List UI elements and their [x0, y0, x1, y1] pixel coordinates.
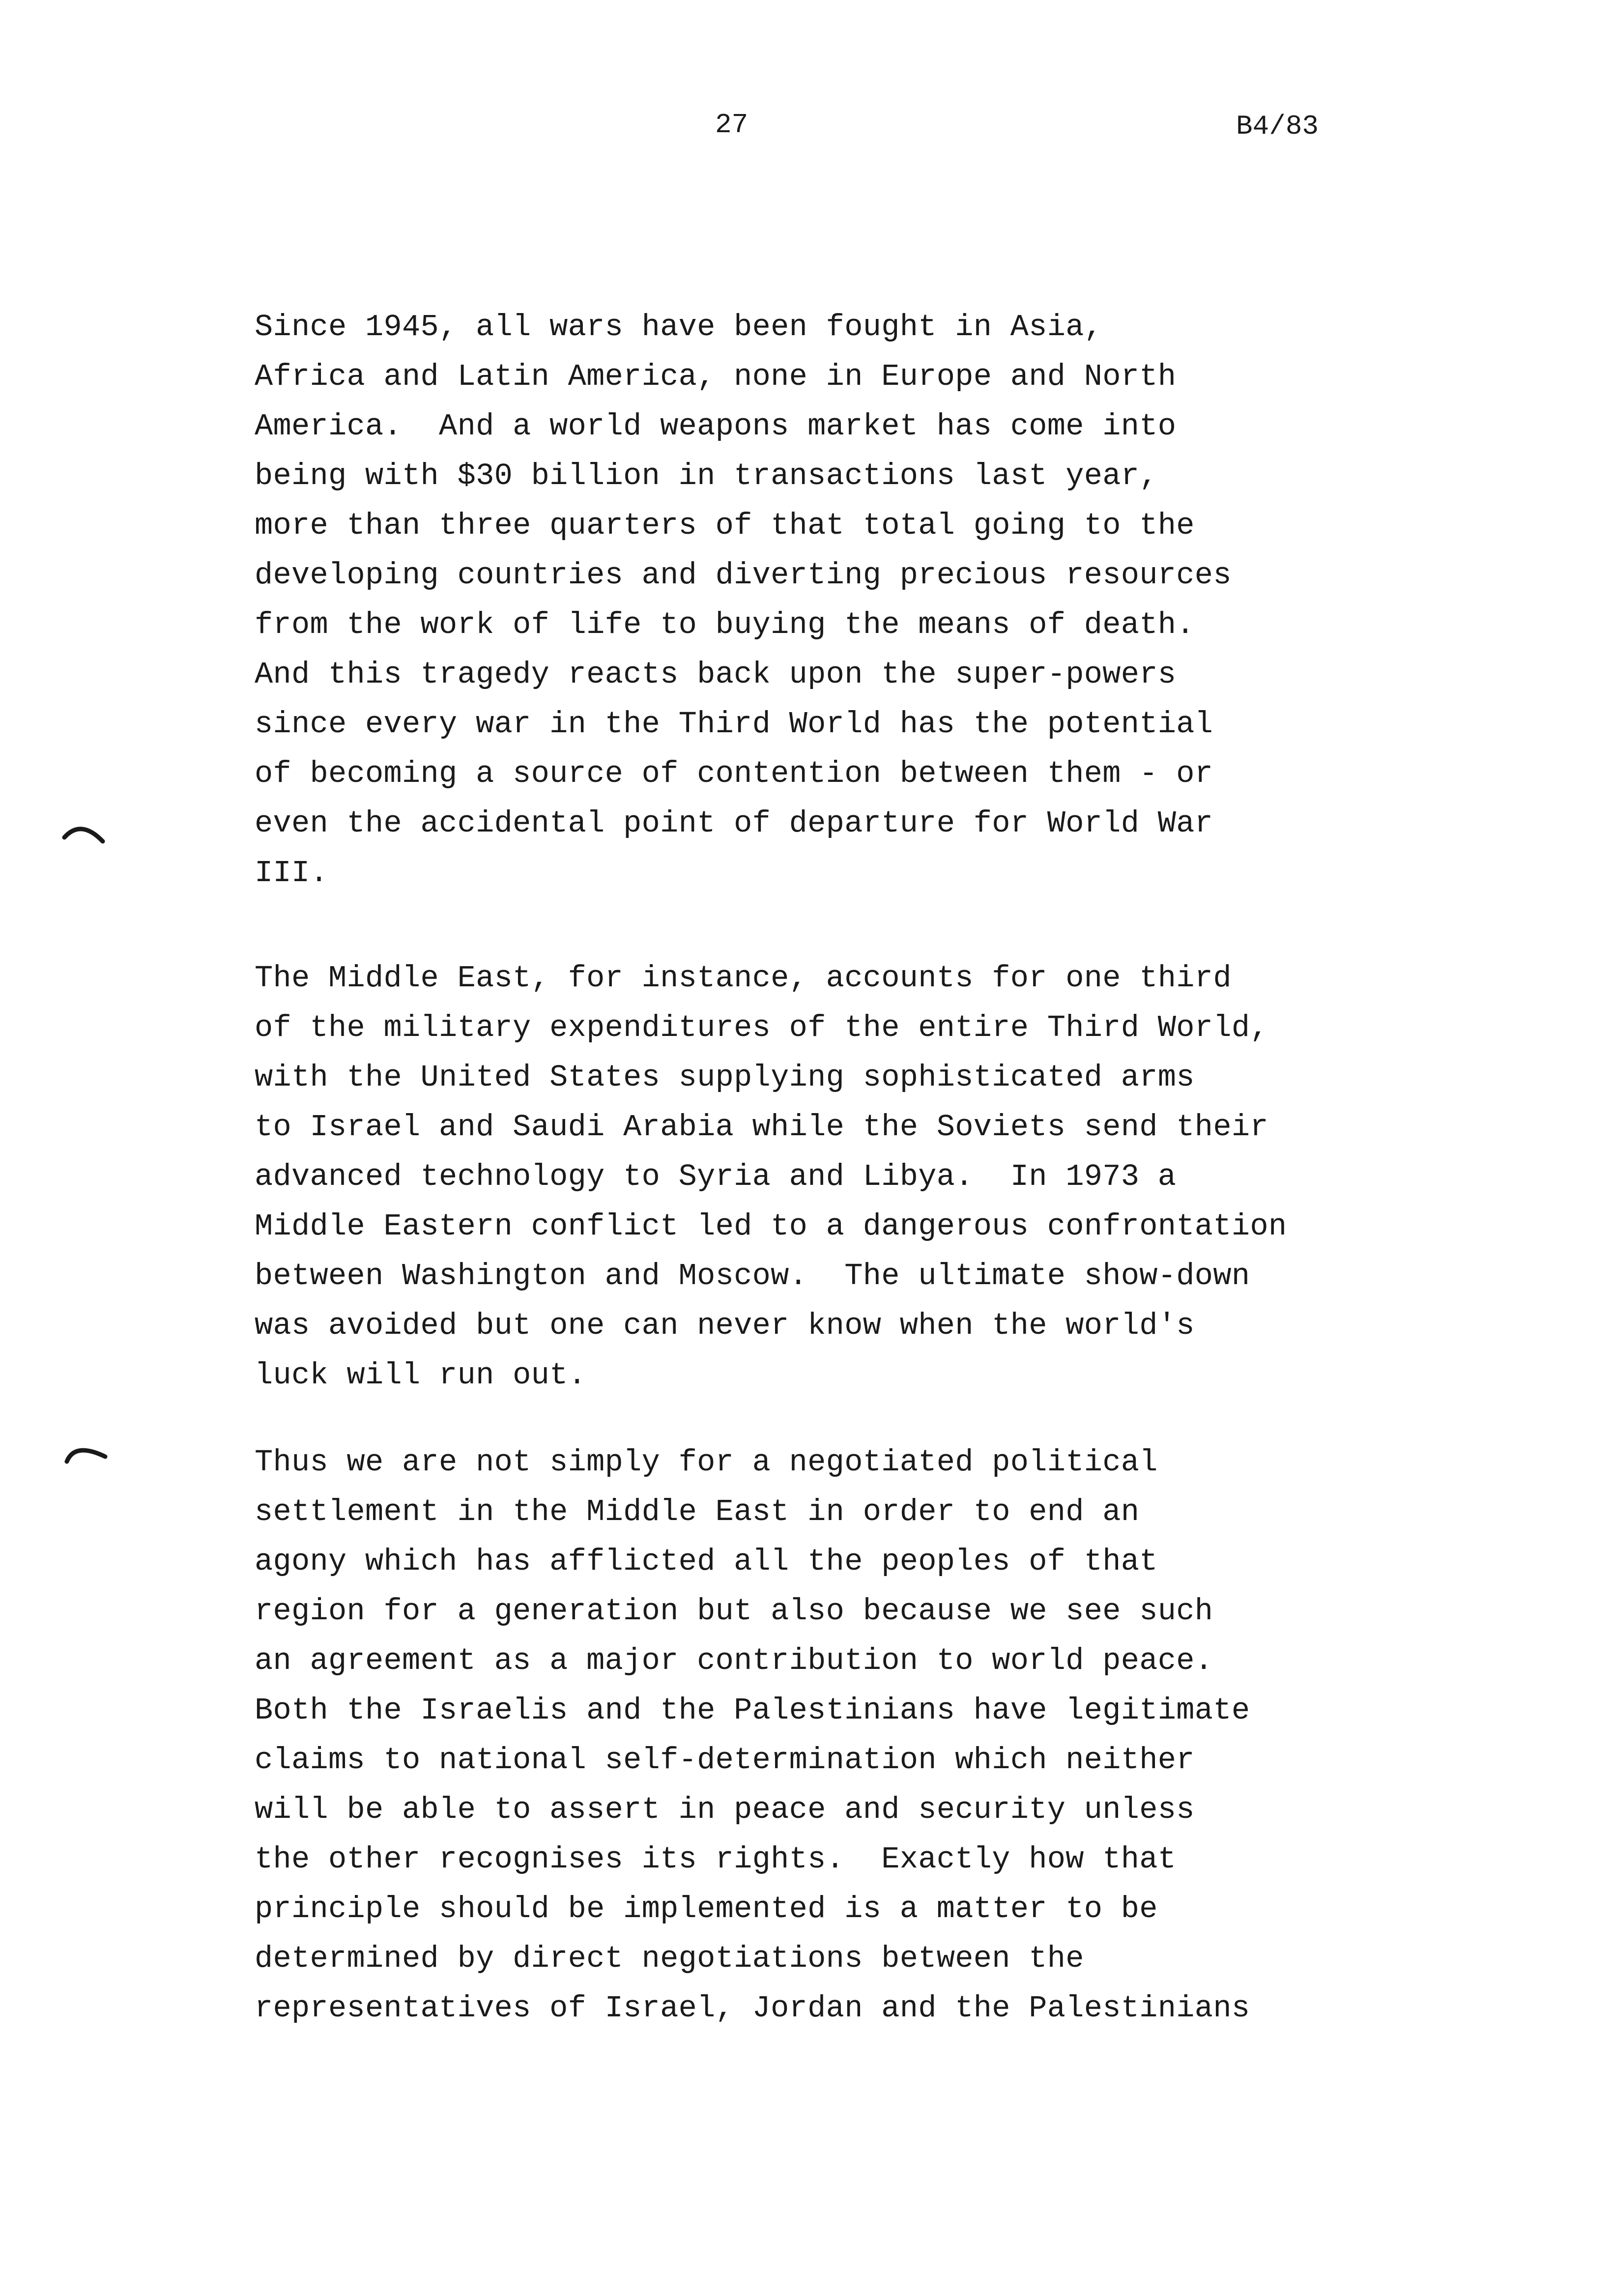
text-line: luck will run out.	[255, 1358, 587, 1393]
text-line: from the work of life to buying the means of death.	[255, 607, 1195, 642]
text-line: agony which has afflicted all the peoples of that	[255, 1544, 1158, 1579]
text-line: being with $30 billion in transactions last year,	[255, 459, 1158, 493]
text-line: region for a generation but also because we see such	[255, 1594, 1213, 1629]
text-line: of becoming a source of contention between them - or	[255, 756, 1213, 791]
text-line: more than three quarters of that total going to the	[255, 508, 1195, 543]
text-line: The Middle East, for instance, accounts for one third	[255, 961, 1232, 996]
text-line: Africa and Latin America, none in Europe and North	[255, 359, 1177, 394]
text-line: And this tragedy reacts back upon the super-powers	[255, 657, 1177, 692]
text-line: claims to national self-determination which neither	[255, 1743, 1195, 1778]
document-reference: B4/83	[1236, 111, 1319, 142]
text-line: representatives of Israel, Jordan and the Palestinians	[255, 1991, 1250, 2026]
text-line: principle should be implemented is a matter to be	[255, 1892, 1158, 1926]
text-line: will be able to assert in peace and security unless	[255, 1792, 1195, 1827]
text-line: III.	[255, 856, 329, 890]
text-line: was avoided but one can never know when the world's	[255, 1308, 1195, 1343]
text-line: to Israel and Saudi Arabia while the Soviets send their	[255, 1110, 1268, 1145]
text-line: Both the Israelis and the Palestinians have legitimate	[255, 1693, 1250, 1728]
paragraph-2	[255, 953, 1444, 1400]
text-line: with the United States supplying sophisticated arms	[255, 1060, 1195, 1095]
text-line: Since 1945, all wars have been fought in Asia,	[255, 310, 1103, 344]
text-line: since every war in the Third World has the potential	[255, 707, 1213, 742]
text-line: an agreement as a major contribution to world peace.	[255, 1643, 1213, 1678]
text-line: settlement in the Middle East in order to end an	[255, 1494, 1140, 1529]
text-line: Middle Eastern conflict led to a dangerous confrontation	[255, 1209, 1287, 1244]
text-line: the other recognises its rights. Exactly how that	[255, 1842, 1177, 1877]
text-line: of the military expenditures of the entire Third World,	[255, 1010, 1268, 1045]
margin-mark-1	[61, 821, 106, 850]
page-number: 27	[715, 109, 748, 141]
margin-mark-2	[64, 1440, 108, 1469]
paragraph-1	[255, 302, 1444, 898]
text-line: Thus we are not simply for a negotiated political	[255, 1445, 1158, 1480]
text-line: America. And a world weapons market has come into	[255, 409, 1177, 444]
text-line: even the accidental point of departure for World War	[255, 806, 1213, 841]
text-line: developing countries and diverting precious resources	[255, 558, 1232, 593]
text-line: between Washington and Moscow. The ultimate show-down	[255, 1259, 1250, 1293]
paragraph-3	[255, 1437, 1444, 2033]
text-line: advanced technology to Syria and Libya. In 1973 a	[255, 1159, 1177, 1194]
text-line: determined by direct negotiations between the	[255, 1941, 1084, 1976]
